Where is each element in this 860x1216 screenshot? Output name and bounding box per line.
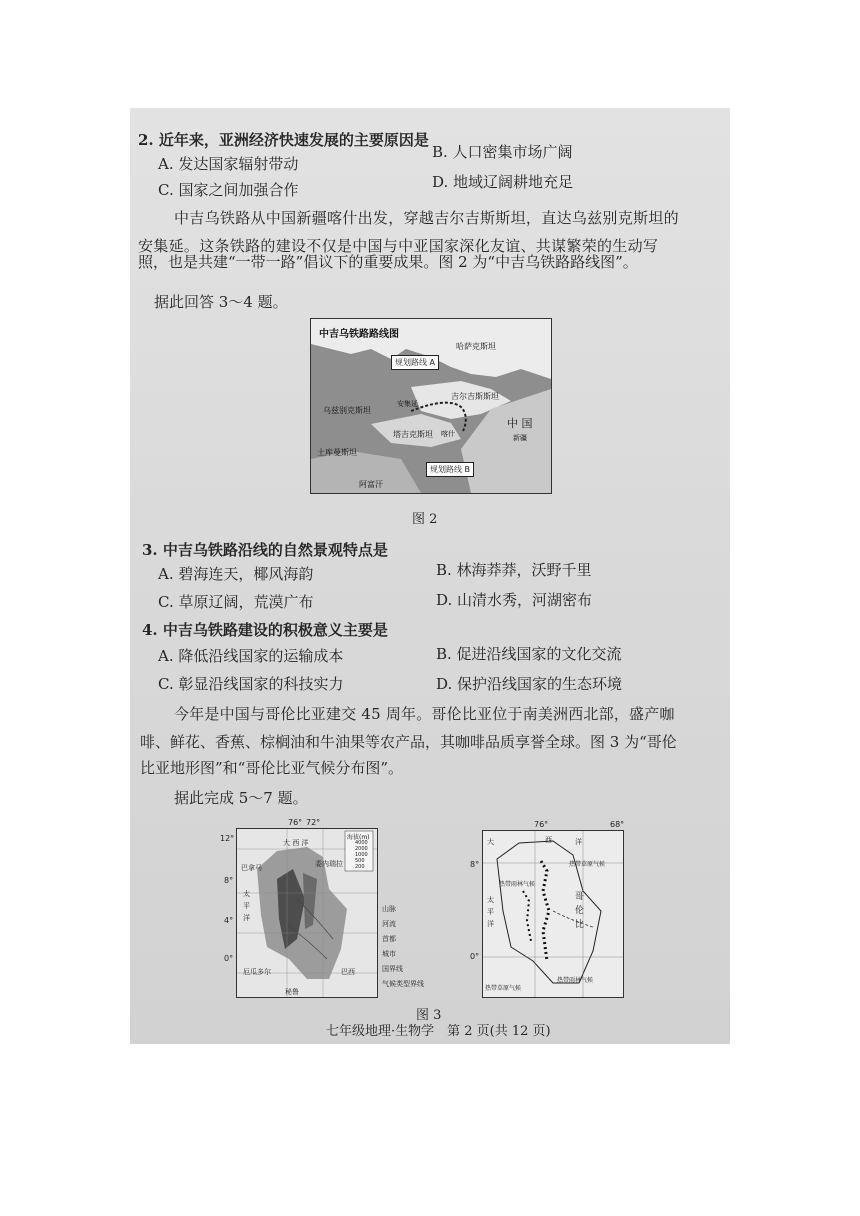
label-xinjiang: 新疆 (513, 434, 527, 442)
q3-option-a: A. 碧海连天，椰风海韵 (158, 565, 314, 583)
q2-option-d: D. 地域辽阔耕地充足 (432, 173, 574, 191)
label-kazakhstan: 哈萨克斯坦 (456, 342, 496, 351)
left-label-pacific3: 洋 (243, 914, 250, 922)
left-label-venezuela: 委内瑞拉 (315, 860, 343, 868)
q4-option-d: D. 保护沿线国家的生态环境 (436, 675, 623, 693)
right-lat-0: 0° (470, 952, 480, 961)
legend-border: 国界线 (382, 965, 403, 973)
left-label-pacific1: 太 (243, 890, 250, 898)
q2-option-a: A. 发达国家辐射带动 (158, 155, 299, 173)
railway-route-map (310, 318, 552, 494)
right-lon-76: 76° (534, 820, 549, 829)
label-afghanistan: 阿富汗 (359, 480, 383, 489)
legend-climate-boundary: 气候类型界线 (382, 980, 424, 988)
left-label-panama: 巴拿马 (241, 864, 262, 872)
right-label-pacific3: 洋 (487, 920, 494, 928)
left-label-brazil: 巴西 (341, 968, 355, 976)
page-footer: 七年级地理·生物学 第 2 页(共 12 页) (326, 1024, 551, 1039)
elevation-value-5: 200 (355, 864, 365, 870)
elevation-value-4: 500 (355, 858, 365, 864)
label-andijan: 安集延 (397, 400, 418, 408)
climate-label-rainforest-south: 热带雨林气候 (557, 977, 594, 984)
left-lon-76: 76° (288, 818, 303, 827)
exam-page (130, 108, 730, 1044)
q4-option-a: A. 降低沿线国家的运输成本 (158, 647, 344, 665)
right-label-atlantic2: 西 (545, 836, 552, 844)
right-label-pacific2: 平 (487, 908, 494, 916)
left-label-ecuador: 厄瓜多尔 (243, 968, 271, 976)
right-label-bi: 比 (575, 920, 585, 930)
fig3-caption: 图 3 (416, 1008, 442, 1023)
passage2-line2: 啡、鲜花、香蕉、棕榈油和牛油果等农产品，其咖啡品质享誉全球。图 3 为“哥伦 (140, 733, 677, 751)
legend-river: 河流 (382, 920, 396, 928)
legend-city: 城市 (382, 950, 396, 958)
left-label-atlantic: 大 西 洋 (283, 839, 309, 847)
passage2-line4: 据此完成 5～7 题。 (174, 789, 308, 807)
passage1-line2: 安集延。这条铁路的建设不仅是中国与中亚国家深化友谊、共谋繁荣的生动写 (138, 237, 659, 255)
left-lon-72: 72° (306, 818, 321, 827)
q4-option-c: C. 彰显沿线国家的科技实力 (158, 675, 344, 693)
route-a-label: 规划路线 A (391, 355, 439, 370)
q2-option-b: B. 人口密集市场广阔 (432, 143, 573, 161)
label-kyrgyzstan: 吉尔吉斯斯坦 (451, 392, 499, 401)
q3-stem: 3. 中吉乌铁路沿线的自然景观特点是 (142, 541, 388, 559)
passage1-line3: 照，也是共建“一带一路”倡议下的重要成果。图 2 为“中吉乌铁路路线图”。 (138, 253, 638, 271)
q3-option-c: C. 草原辽阔，荒漠广布 (158, 593, 314, 611)
left-label-peru: 秘鲁 (285, 988, 299, 996)
left-lat-8: 8° (224, 876, 234, 885)
label-uzbekistan: 乌兹别克斯坦 (323, 406, 371, 415)
terrain-map-legend (382, 904, 452, 988)
right-label-atlantic3: 洋 (575, 838, 582, 846)
legend-capital: 首都 (382, 935, 396, 943)
fig2-caption: 图 2 (412, 512, 438, 527)
right-lon-68: 68° (610, 820, 625, 829)
elevation-value-2: 2000 (355, 846, 368, 852)
label-kashgar: 喀什 (441, 430, 455, 438)
left-lat-0: 0° (224, 954, 234, 963)
label-china: 中 国 (507, 417, 533, 430)
legend-mountain: 山脉 (382, 905, 396, 913)
q3-option-b: B. 林海莽莽，沃野千里 (436, 561, 592, 579)
left-lat-12: 12° (220, 834, 235, 843)
left-lat-4: 4° (224, 916, 234, 925)
climate-label-savanna-south: 热带草原气候 (485, 985, 522, 992)
label-turkmenistan: 土库曼斯坦 (317, 448, 357, 457)
climate-label-savanna-north: 热带草原气候 (569, 861, 606, 868)
label-tajikistan: 塔吉克斯坦 (393, 430, 433, 439)
left-label-pacific2: 平 (243, 902, 250, 910)
right-label-lun: 伦 (575, 906, 585, 916)
right-label-pacific1: 太 (487, 896, 494, 904)
climate-label-rainforest-west: 热带雨林气候 (499, 881, 536, 888)
passage1-line4: 据此回答 3～4 题。 (154, 293, 288, 311)
elevation-legend-title: 海拔(m) (347, 834, 370, 841)
elevation-value-1: 4000 (355, 840, 368, 846)
passage1-line1: 中吉乌铁路从中国新疆喀什出发，穿越吉尔吉斯斯坦，直达乌兹别克斯坦的 (174, 209, 679, 227)
right-lat-8: 8° (470, 860, 480, 869)
colombia-climate-map (482, 830, 624, 998)
route-b-label: 规划路线 B (426, 462, 474, 477)
q2-stem: 2. 近年来，亚洲经济快速发展的主要原因是 (138, 131, 429, 149)
right-label-atlantic1: 大 (487, 838, 494, 846)
right-label-ge: 哥 (575, 892, 585, 902)
q2-option-c: C. 国家之间加强合作 (158, 181, 299, 199)
elevation-value-3: 1000 (355, 852, 368, 858)
fig2-title: 中吉乌铁路路线图 (319, 329, 399, 340)
q4-option-b: B. 促进沿线国家的文化交流 (436, 645, 622, 663)
colombia-terrain-map (236, 828, 378, 998)
q4-stem: 4. 中吉乌铁路建设的积极意义主要是 (142, 621, 388, 639)
passage2-line1: 今年是中国与哥伦比亚建交 45 周年。哥伦比亚位于南美洲西北部，盛产咖 (174, 705, 675, 723)
q3-option-d: D. 山清水秀，河湖密布 (436, 591, 593, 609)
passage2-line3: 比亚地形图”和“哥伦比亚气候分布图”。 (140, 759, 404, 777)
climate-map-graphic (483, 831, 623, 997)
